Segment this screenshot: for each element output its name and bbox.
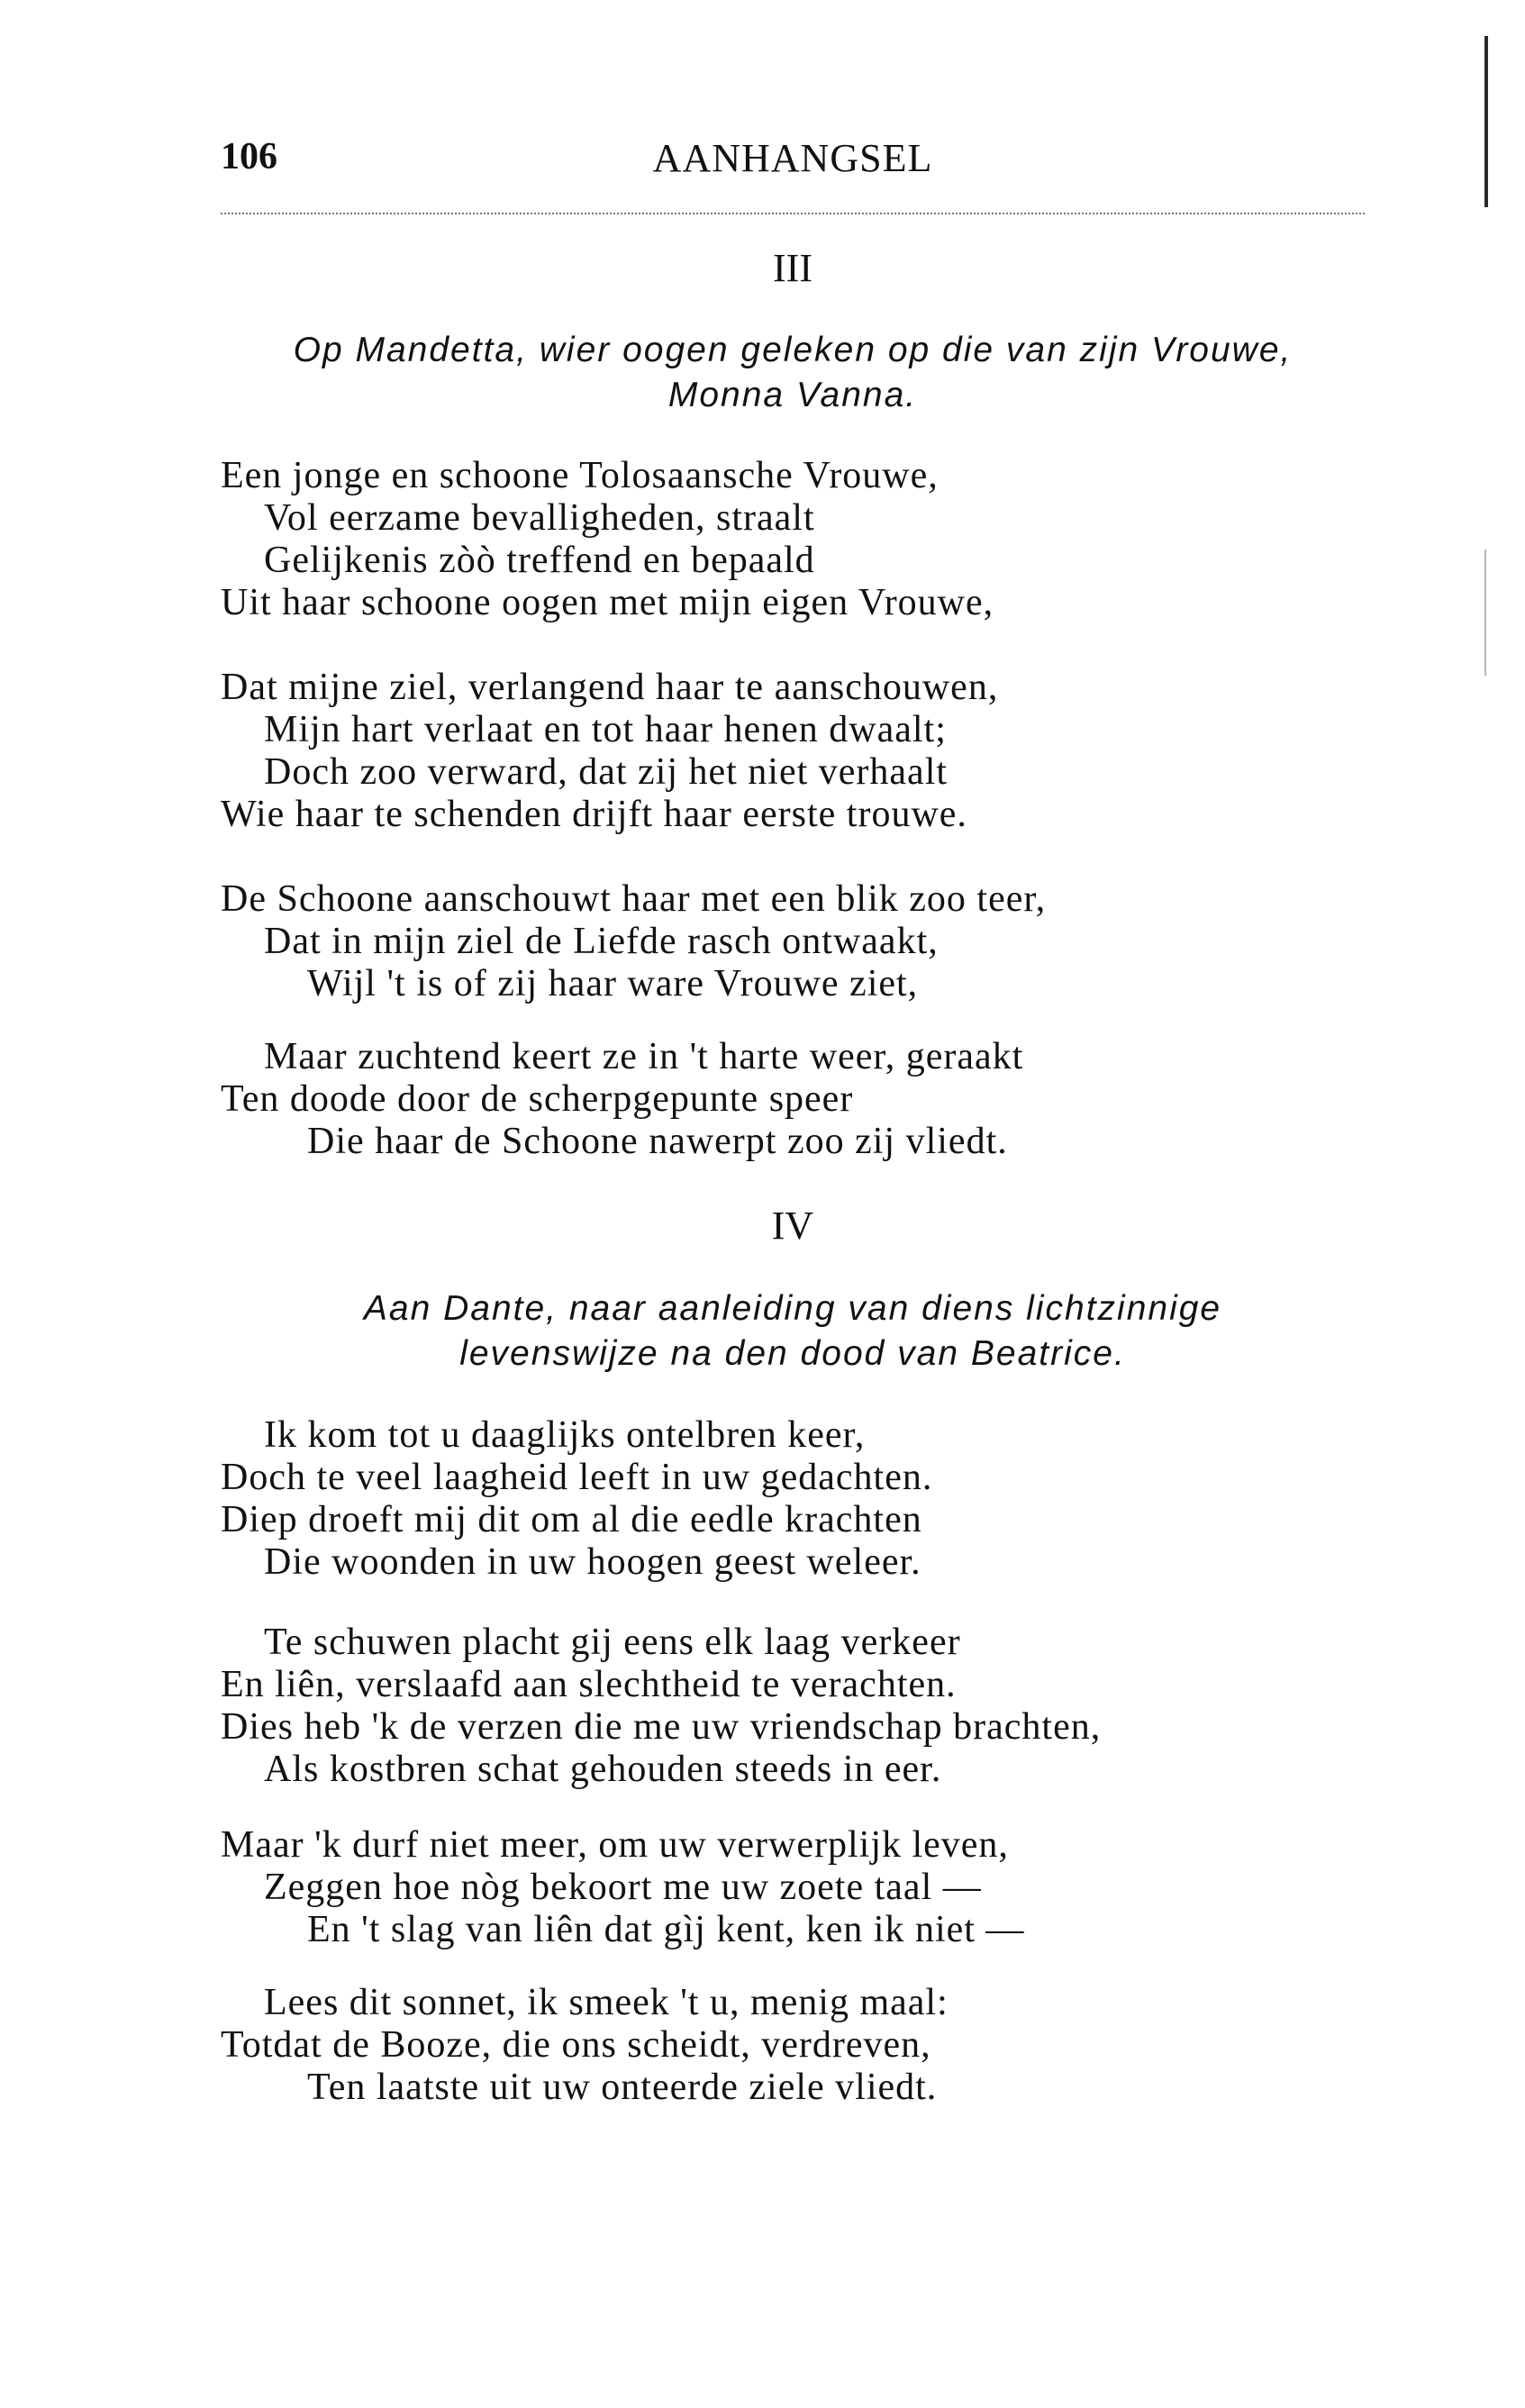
verse-line: Dies heb 'k de verzen die me uw vriendschap brachten, <box>221 1706 1102 1748</box>
stanza <box>221 1982 1365 2109</box>
verse-line: Die haar de Schoone nawerpt zoo zij vliedt. <box>307 1121 1008 1162</box>
verse-line: Wijl 't is of zij haar ware Vrouwe ziet, <box>307 963 919 1004</box>
verse-line: Te schuwen placht gij eens elk laag verkeer <box>264 1622 961 1663</box>
verse-line: Die woonden in uw hoogen geest weleer. <box>264 1541 921 1583</box>
header-dotted-rule <box>221 213 1365 214</box>
verse-line: Gelijkenis zòò treffend en bepaald <box>264 540 815 581</box>
section-dedication <box>221 328 1365 418</box>
stanza <box>221 1414 1365 1584</box>
section-number: III <box>773 246 812 290</box>
verse-line: Mijn hart verlaat en tot haar henen dwaalt; <box>264 709 947 750</box>
stanza <box>221 667 1365 836</box>
verse-line: Maar 'k durf niet meer, om uw verwerplijk leven, <box>221 1824 1009 1866</box>
stanza <box>221 1036 1365 1163</box>
dedication-line: Monna Vanna. <box>667 376 918 414</box>
verse-line: Ten doode door de scherpgepunte speer <box>221 1078 854 1120</box>
dedication-line: Op Mandetta, wier oogen geleken op die van zijn Vrouwe, <box>293 331 1293 369</box>
page-edge-shadow <box>1484 36 1488 207</box>
verse-line: Dat in mijn ziel de Liefde rasch ontwaakt, <box>264 921 939 962</box>
verse-line: Maar zuchtend keert ze in 't harte weer, geraakt <box>264 1036 1024 1077</box>
dedication-line: levenswijze na den dood van Beatrice. <box>459 1334 1126 1373</box>
verse-line: Zeggen hoe nòg bekoort me uw zoete taal — <box>264 1867 982 1908</box>
page-header <box>221 135 1365 189</box>
verse-line: De Schoone aanschouwt haar met een blik zoo teer, <box>221 878 1047 920</box>
verse-line: Lees dit sonnet, ik smeek 't u, menig maal: <box>264 1982 949 2023</box>
running-head: AANHANGSEL <box>652 136 933 180</box>
stanza <box>221 1622 1365 1791</box>
verse-line: Wie haar te schenden drijft haar eerste trouwe. <box>221 794 967 835</box>
verse-line: Doch zoo verward, dat zij het niet verhaalt <box>264 751 949 793</box>
page-number: 106 <box>221 136 277 177</box>
stanza <box>221 878 1365 1005</box>
verse-line: En 't slag van liên dat gìj kent, ken ik niet — <box>307 1909 1025 1950</box>
verse-line: Doch te veel laagheid leeft in uw gedachten. <box>221 1457 933 1498</box>
verse-line: Totdat de Booze, die ons scheidt, verdreven, <box>221 2024 931 2066</box>
verse-line: Ten laatste uit uw onteerde ziele vliedt. <box>307 2067 938 2108</box>
section-dedication <box>221 1286 1365 1377</box>
stanza <box>221 1824 1365 1951</box>
dedication-line: Aan Dante, naar aanleiding van diens lichtzinnige <box>363 1289 1222 1328</box>
verse-line: Ik kom tot u daaglijks ontelbren keer, <box>264 1414 866 1456</box>
verse-line: Dat mijne ziel, verlangend haar te aanschouwen, <box>221 667 999 708</box>
section-number: IV <box>771 1204 814 1248</box>
stanza <box>221 455 1365 624</box>
verse-line: Als kostbren schat gehouden steeds in eer. <box>264 1749 942 1790</box>
verse-line: Uit haar schoone oogen met mijn eigen Vrouwe, <box>221 582 994 623</box>
verse-line: En liên, verslaafd aan slechtheid te verachten. <box>221 1664 957 1705</box>
verse-line: Vol eerzame bevalligheden, straalt <box>264 497 815 539</box>
verse-line: Een jonge en schoone Tolosaansche Vrouwe, <box>221 455 939 496</box>
page-edge-shadow <box>1484 550 1486 676</box>
verse-line: Diep droeft mij dit om al die eedle krachten <box>221 1499 922 1540</box>
